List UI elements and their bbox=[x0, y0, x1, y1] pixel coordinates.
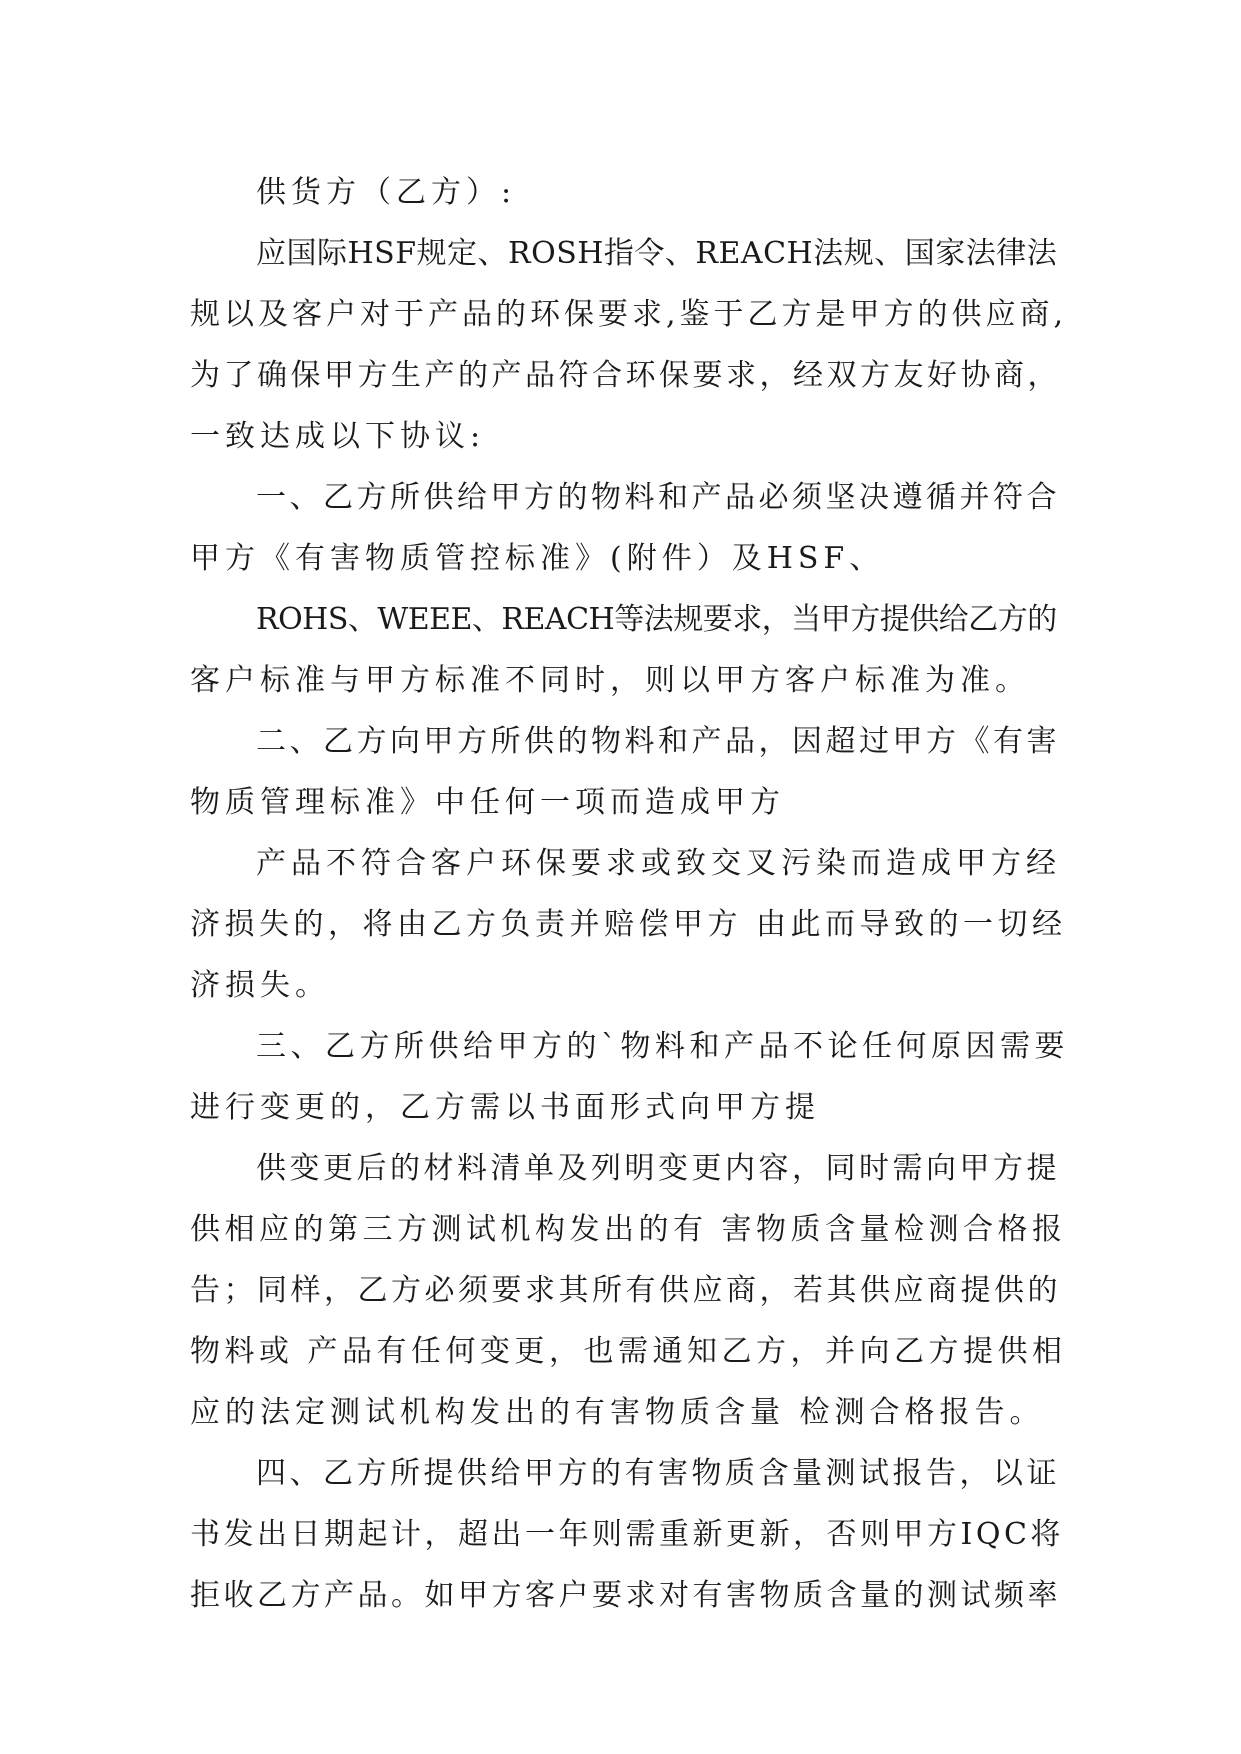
text-line: 为了确保甲方生产的产品符合环保要求，经双方友好协商， bbox=[190, 358, 1061, 393]
text-line: 济损失的，将由乙方负责并赔偿甲方 由此而导致的一切经 bbox=[190, 907, 1067, 942]
text-line: 拒收乙方产品。如甲方客户要求对有害物质含量的测试频率 bbox=[190, 1578, 1061, 1613]
text-line: 客户标准与甲方标准不同时，则以甲方客户标准为准。 bbox=[190, 663, 1030, 698]
text-line: 济损失。 bbox=[190, 968, 330, 1003]
document-body bbox=[190, 162, 1070, 1626]
text-line: 书发出日期起计，超出一年则需重新更新，否则甲方IQC将 bbox=[190, 1517, 1064, 1552]
text-line: 甲方《有害物质管控标准》(附件）及HSF、 bbox=[190, 541, 885, 576]
text-line: 二、乙方向甲方所供的物料和产品，因超过甲方《有害 bbox=[256, 724, 1060, 759]
text-line: 规以及客户对于产品的环保要求,鉴于乙方是甲方的供应商, bbox=[190, 297, 1068, 332]
text-line: 一、乙方所供给甲方的物料和产品必须坚决遵循并符合 bbox=[256, 480, 1060, 515]
text-line: 进行变更的，乙方需以书面形式向甲方提 bbox=[190, 1090, 820, 1125]
text-line: 产品不符合客户环保要求或致交叉污染而造成甲方经 bbox=[256, 846, 1061, 881]
text-line: 供变更后的材料清单及列明变更内容，同时需向甲方提 bbox=[256, 1151, 1060, 1186]
text-line: 应的法定测试机构发出的有害物质含量 检测合格报告。 bbox=[190, 1395, 1045, 1430]
text-line: 物料或 产品有任何变更，也需通知乙方，并向乙方提供相 bbox=[190, 1334, 1067, 1369]
text-line: 一致达成以下协议: bbox=[190, 419, 486, 454]
text-line: 供相应的第三方测试机构发出的有 害物质含量检测合格报 bbox=[190, 1212, 1067, 1247]
text-line: 四、乙方所提供给甲方的有害物质含量测试报告，以证 bbox=[256, 1456, 1060, 1491]
text-line: 物质管理标准》中任何一项而造成甲方 bbox=[190, 785, 785, 820]
text-line: 三、乙方所供给甲方的`物料和产品不论任何原因需要 bbox=[256, 1029, 1069, 1064]
text-line: ROHS、WEEE、REACH等法规要求，当甲方提供给乙方的 bbox=[256, 602, 1057, 637]
text-line: 供货方（乙方）: bbox=[256, 175, 517, 210]
text-line: 应国际HSF规定、ROSH指令、REACH法规、国家法律法 bbox=[256, 236, 1058, 271]
text-line: 告；同样，乙方必须要求其所有供应商，若其供应商提供的 bbox=[190, 1273, 1061, 1308]
